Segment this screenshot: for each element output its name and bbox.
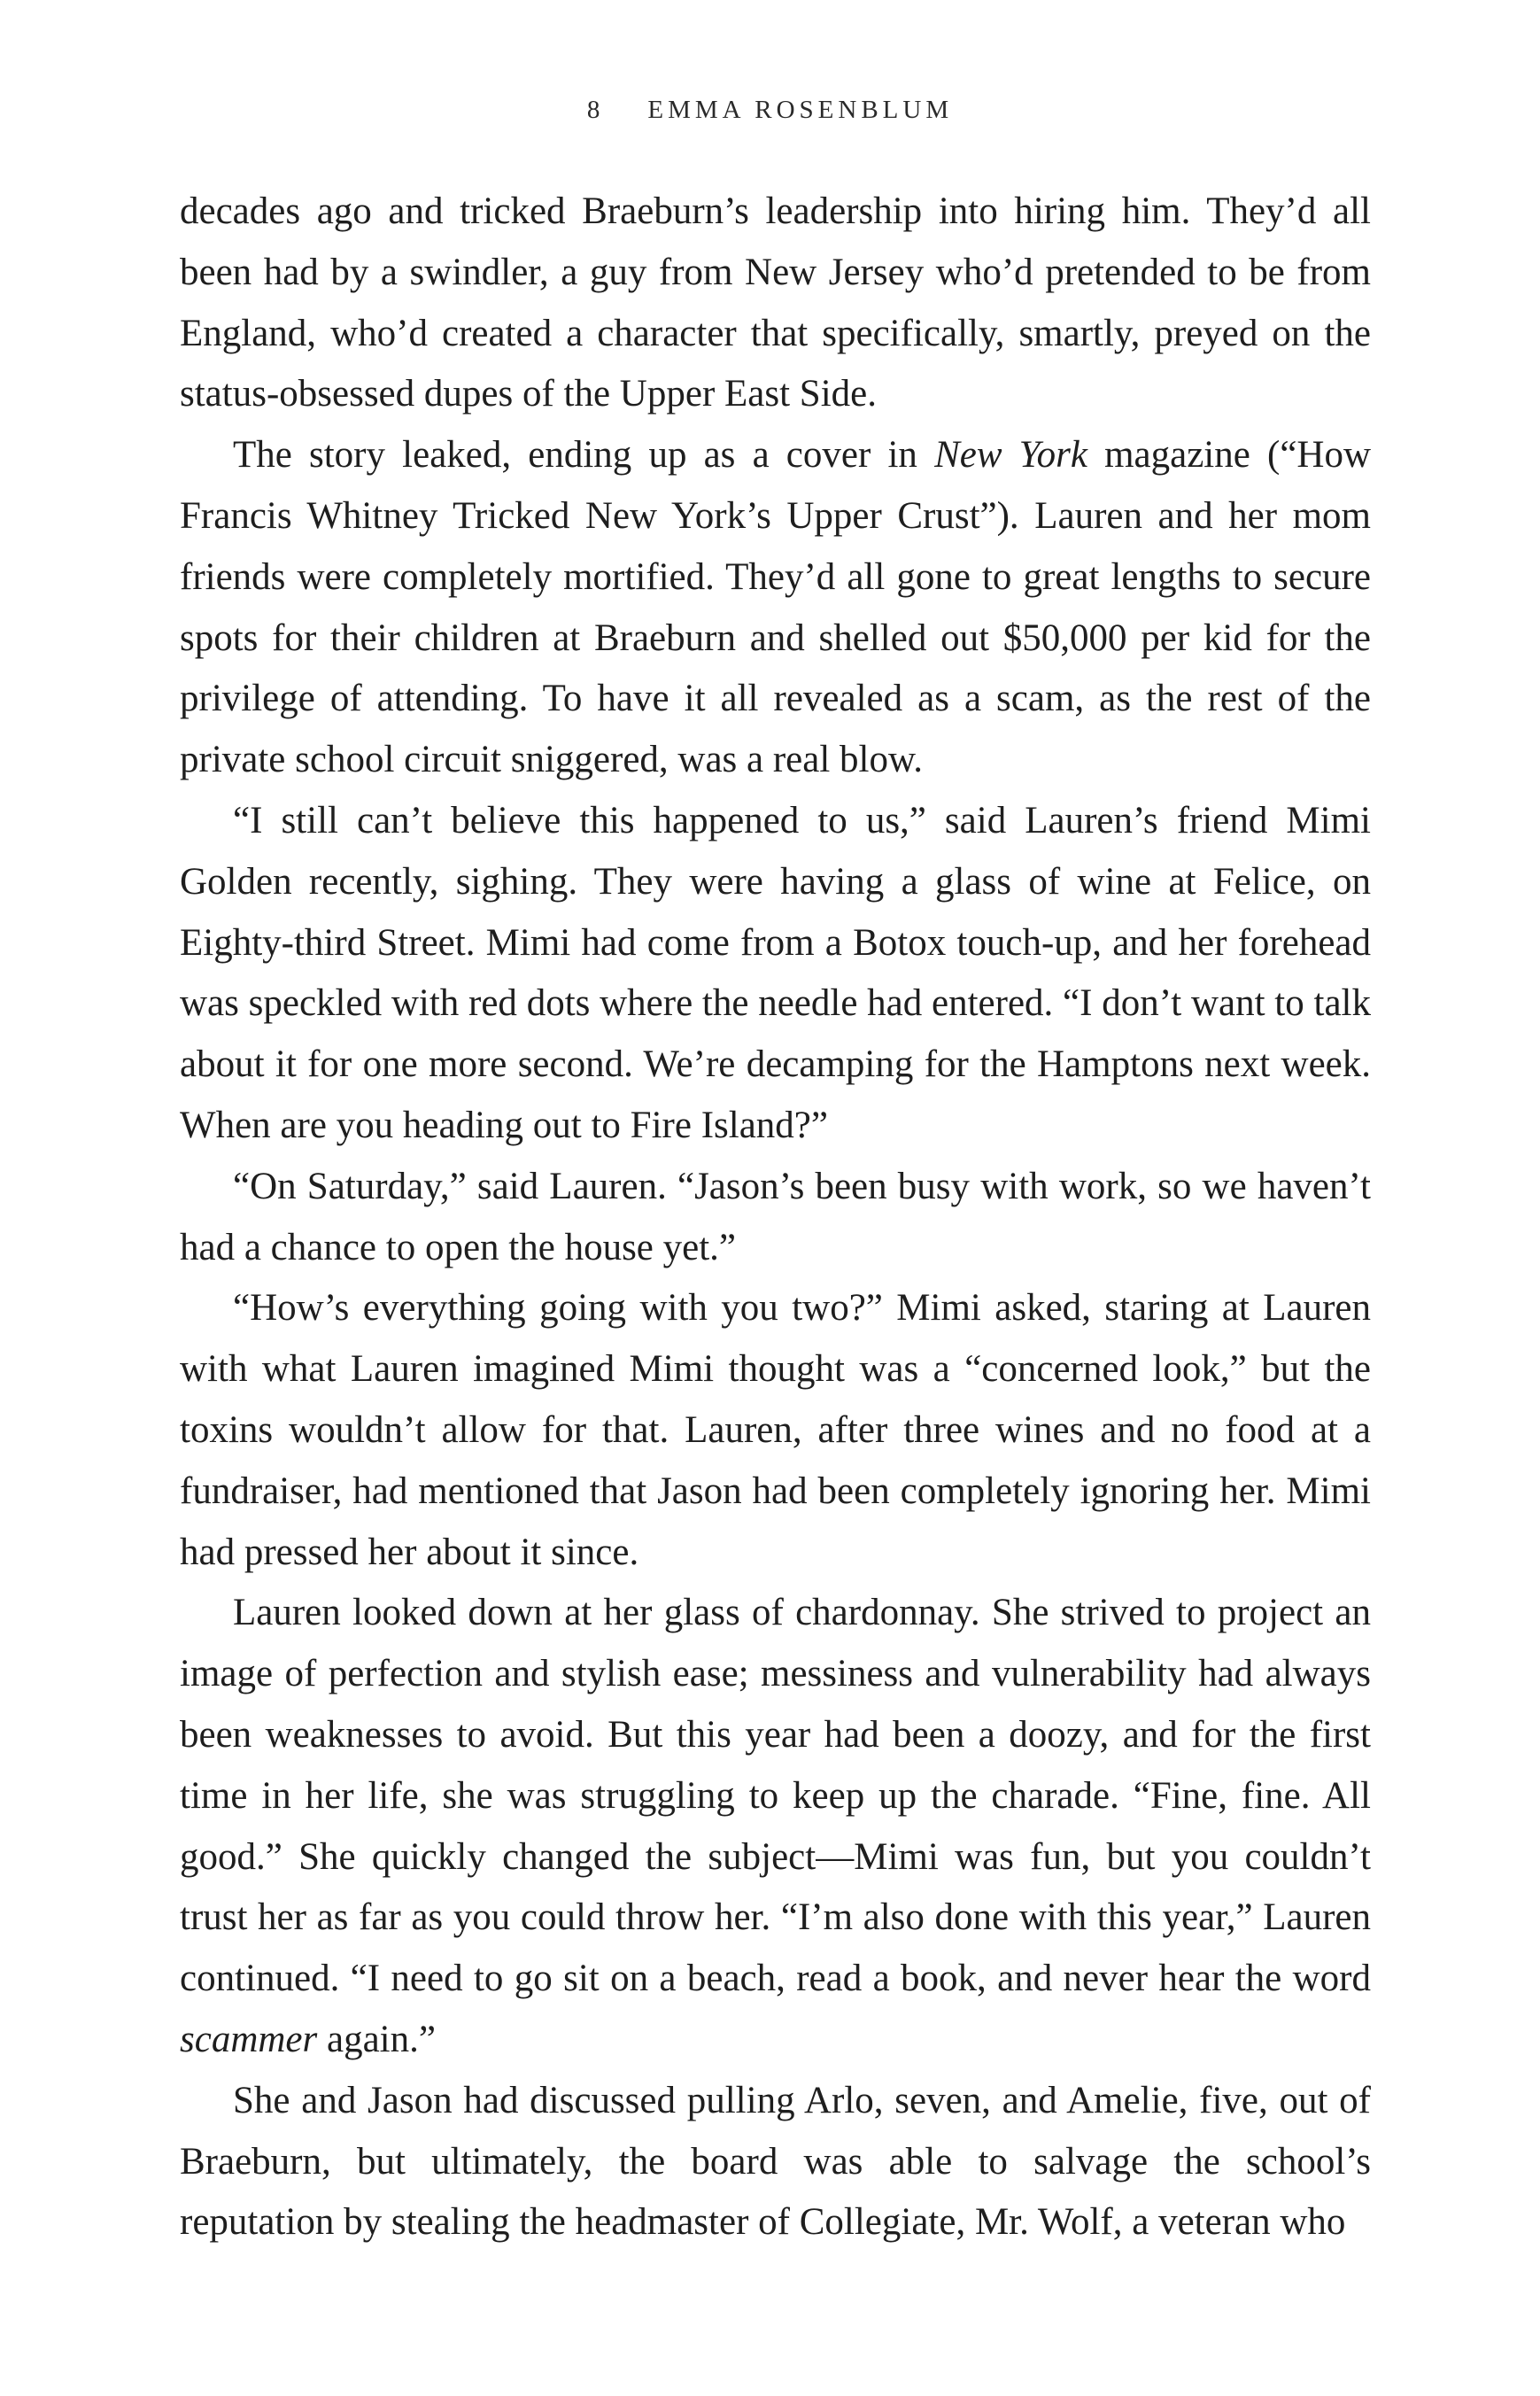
paragraph-6: [180, 1583, 1371, 2070]
italic-word-scammer: scammer: [180, 2018, 318, 2060]
paragraph-6-text-end: again.”: [317, 2018, 436, 2060]
paragraph-2-text-end: magazine (“How Francis Whitney Tricked New York’s Upper Crust”). Lauren and her mom friends were completely mortified. They’d all gone to great lengths to secure spots for their children at Braeburn and shelled out $50,000 per kid for the privilege of attending. To have it all revealed as a scam, as the rest of the private school circuit sniggered, was a real blow.: [180, 434, 1372, 781]
paragraph-4-text: “On Saturday,” said Lauren. “Jason’s been busy with work, so we haven’t had a chance to open the house yet.”: [180, 1165, 1371, 1268]
paragraph-6-text-start: Lauren looked down at her glass of chardonnay. She strived to project an image of perfection and stylish ease; messiness and vulnerability had always been weaknesses to avoid. But this year had been a doozy, and for the first time in her life, she was struggling to keep up the charade. “Fine, fine. All good.” She quickly changed the subject—Mimi was fun, but you couldn’t trust her as far as you could throw her. “I’m also done with this year,” Lauren continued. “I need to go sit on a beach, read a book, and never hear the word: [180, 1592, 1371, 2000]
paragraph-7: [180, 2071, 1371, 2253]
paragraph-1: [180, 182, 1371, 425]
paragraph-5-text: “How’s everything going with you two?” Mimi asked, staring at Lauren with what Lauren imagined Mimi thought was a “concerned look,” but the toxins wouldn’t allow for that. Lauren, after three wines and no food at a fundraiser, had mentioned that Jason had been completely ignoring her. Mimi had pressed her about it since.: [180, 1287, 1371, 1573]
paragraph-3: [180, 791, 1371, 1157]
magazine-title: New York: [934, 434, 1087, 477]
page-number: 8: [586, 96, 600, 124]
paragraph-3-text: “I still can’t believe this happened to us,” said Lauren’s friend Mimi Golden recently, sighing. They were having a glass of wine at Felice, on Eighty-third Street. Mimi had come from a Botox touch-up, and her forehead was speckled with red dots where the needle had entered. “I don’t want to talk about it for one more second. We’re decamping for the Hamptons next week. When are you heading out to Fire Island?”: [180, 799, 1371, 1146]
paragraph-2-text-start: The story leaked, ending up as a cover in: [233, 434, 935, 477]
paragraph-2: [180, 425, 1371, 791]
paragraph-7-text: She and Jason had discussed pulling Arlo, seven, and Amelie, five, out of Braeburn, but ultimately, the board was able to salvage the school’s reputation by stealing the headmaster of Collegiate, Mr. Wolf, a veteran who: [180, 2079, 1371, 2244]
paragraph-5: [180, 1278, 1371, 1583]
author-name: EMMA ROSENBLUM: [647, 96, 954, 124]
running-head: [0, 96, 1540, 125]
body-text: [180, 182, 1371, 2253]
paragraph-1-text: decades ago and tricked Braeburn’s leadership into hiring him. They’d all been had by a swindler, a guy from New Jersey who’d pretended to be from England, who’d created a character that specifically, smartly, preyed on the status-obsessed dupes of the Upper East Side.: [180, 190, 1371, 415]
paragraph-4: [180, 1157, 1371, 1279]
